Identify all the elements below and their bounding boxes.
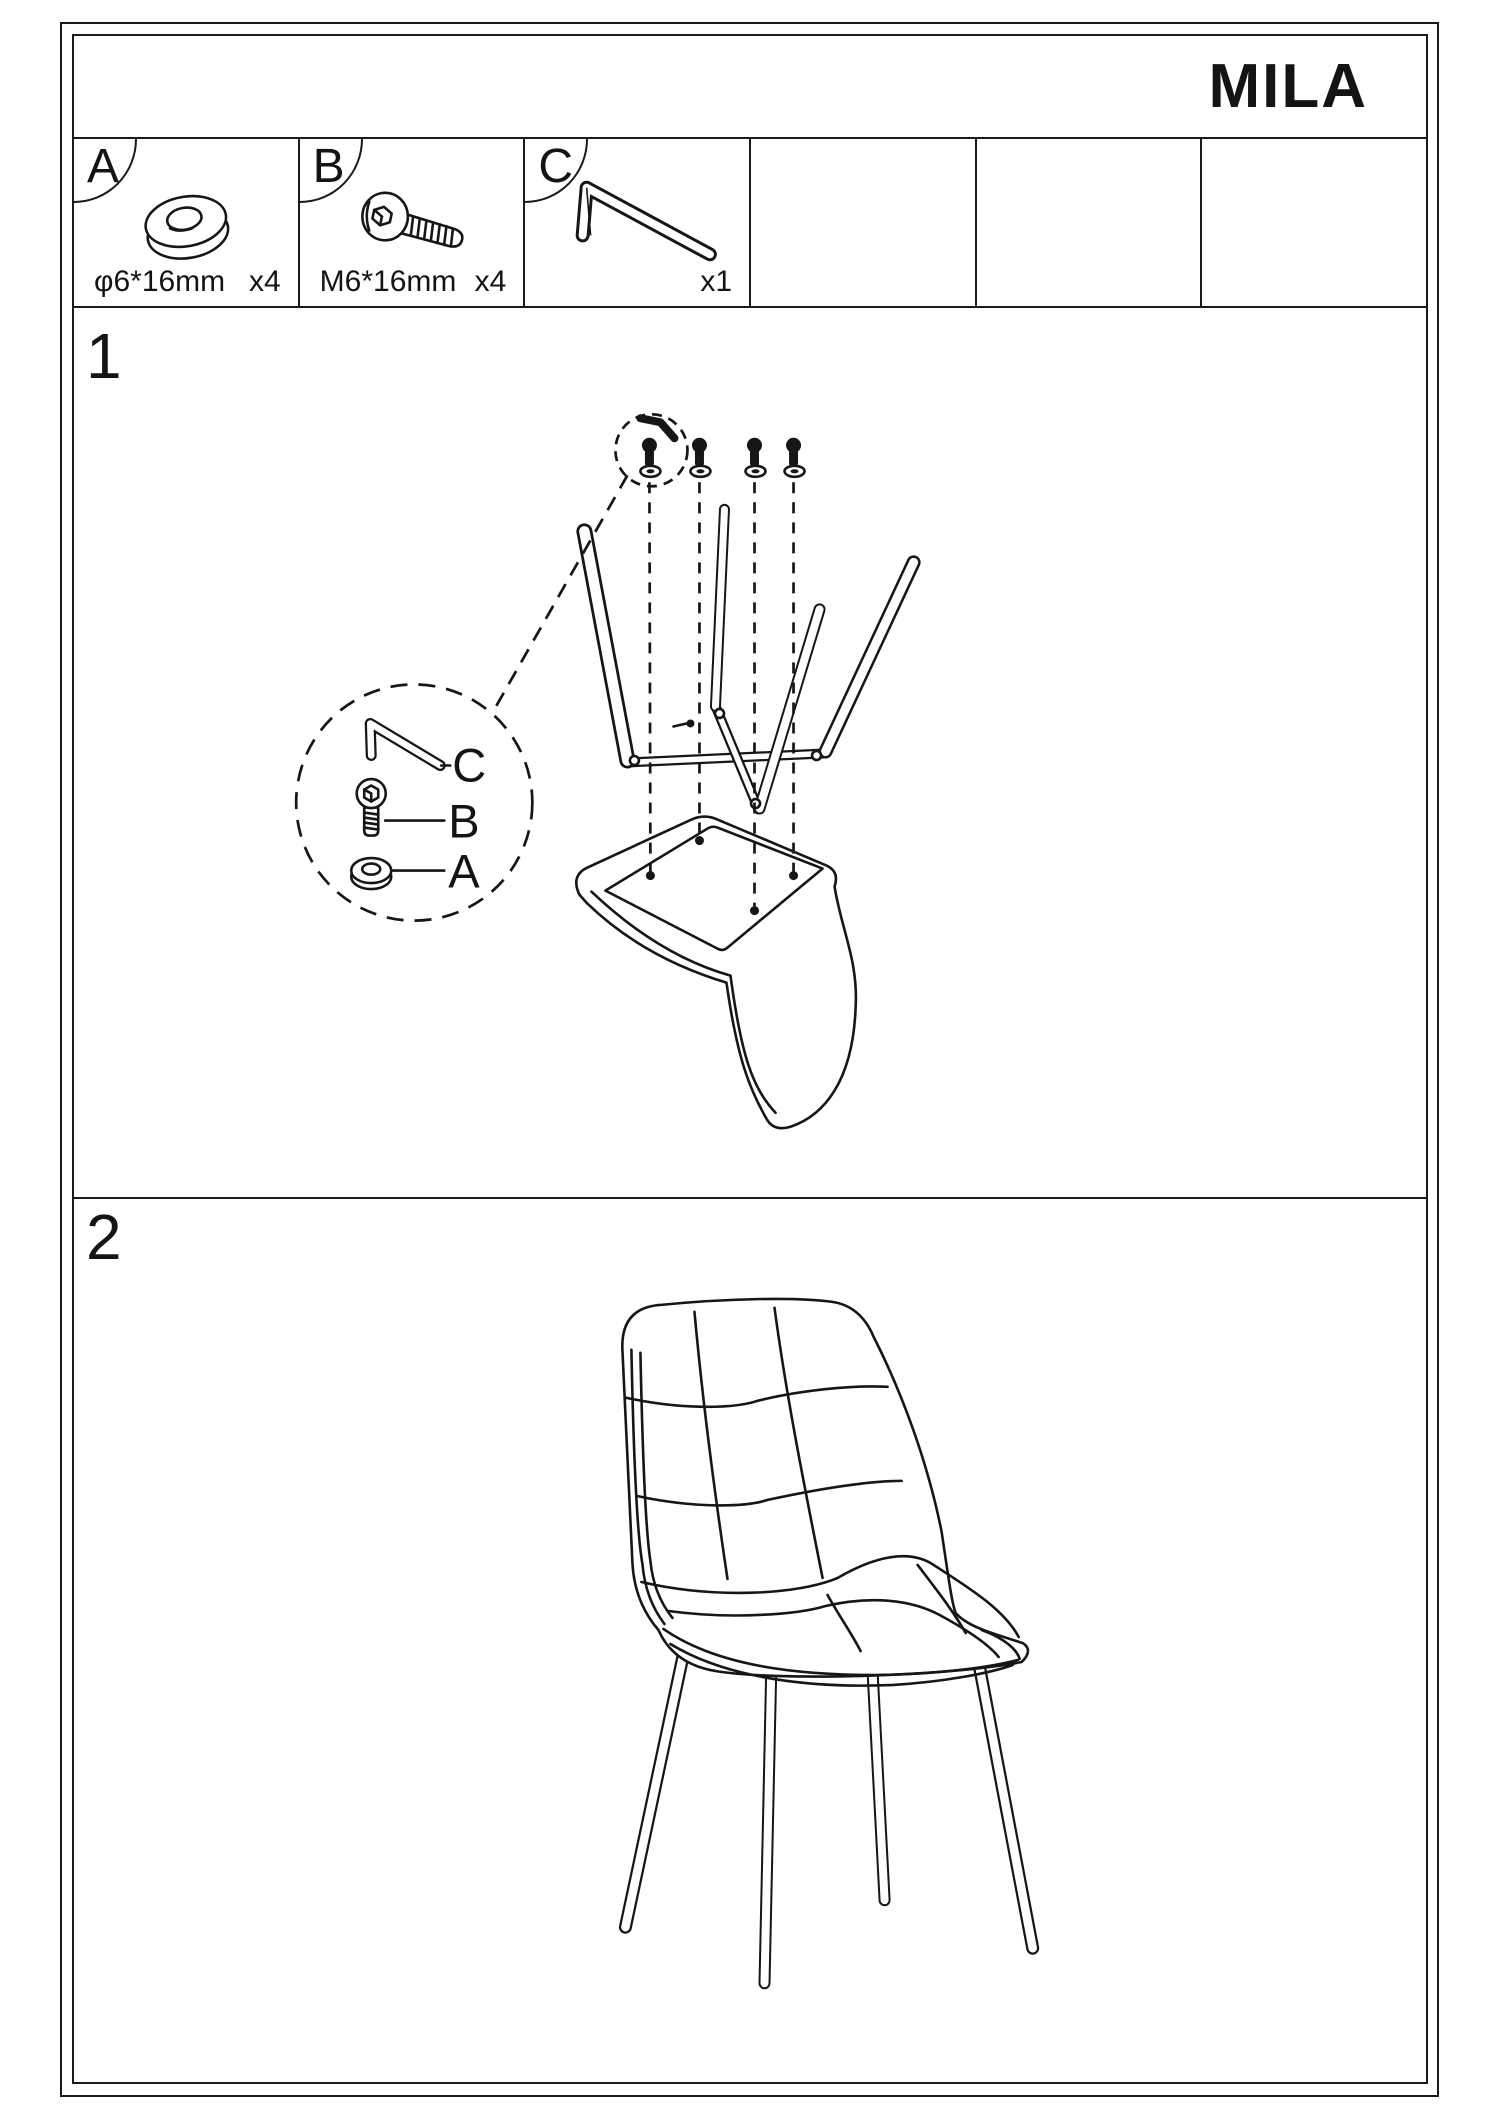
- part-cell-empty-1: [751, 139, 977, 306]
- bolt-set-drawing: [615, 414, 804, 486]
- step-1-panel: [74, 318, 1426, 1199]
- hardware-callout-circle: [296, 684, 532, 920]
- product-title: MILA: [1208, 51, 1368, 121]
- part-qty: x4: [248, 265, 281, 298]
- part-caption: [320, 267, 507, 297]
- part-size: M6*16mm: [319, 265, 457, 298]
- step-number: 1: [86, 320, 122, 392]
- part-cell-empty-2: [977, 139, 1203, 306]
- seat-shell-drawing: [576, 817, 856, 1129]
- inner-border: [72, 34, 1428, 2084]
- callout-tool-label: C: [452, 738, 487, 792]
- bolt-icon: [357, 779, 386, 836]
- part-letter: B: [312, 140, 345, 193]
- part-caption: [94, 267, 281, 297]
- part-cell-a: [74, 139, 300, 306]
- callout-bolt-label: B: [448, 794, 480, 848]
- step-number: 2: [86, 1201, 122, 1273]
- part-cell-c: [525, 139, 751, 306]
- callout-washer-label: A: [448, 844, 480, 898]
- step-2-panel: [74, 1199, 1426, 2083]
- part-size: φ6*16mm: [94, 265, 226, 298]
- part-cell-empty-3: [1202, 139, 1426, 306]
- title-row: [74, 36, 1426, 139]
- part-caption: [545, 267, 732, 297]
- allen-key-tip-icon: [640, 418, 674, 438]
- step-1-diagram: [74, 318, 1426, 1197]
- part-qty: x1: [700, 265, 733, 298]
- washer-icon: [351, 858, 391, 889]
- part-qty: x4: [474, 265, 507, 298]
- leg-frame-drawing: [584, 509, 913, 809]
- part-cell-b: [300, 139, 526, 306]
- part-letter: A: [87, 140, 120, 193]
- chair-legs-drawing: [625, 1640, 1032, 1983]
- part-letter: C: [538, 140, 574, 193]
- hardware-parts-table: [74, 139, 1426, 308]
- step-2-diagram: [74, 1199, 1426, 2083]
